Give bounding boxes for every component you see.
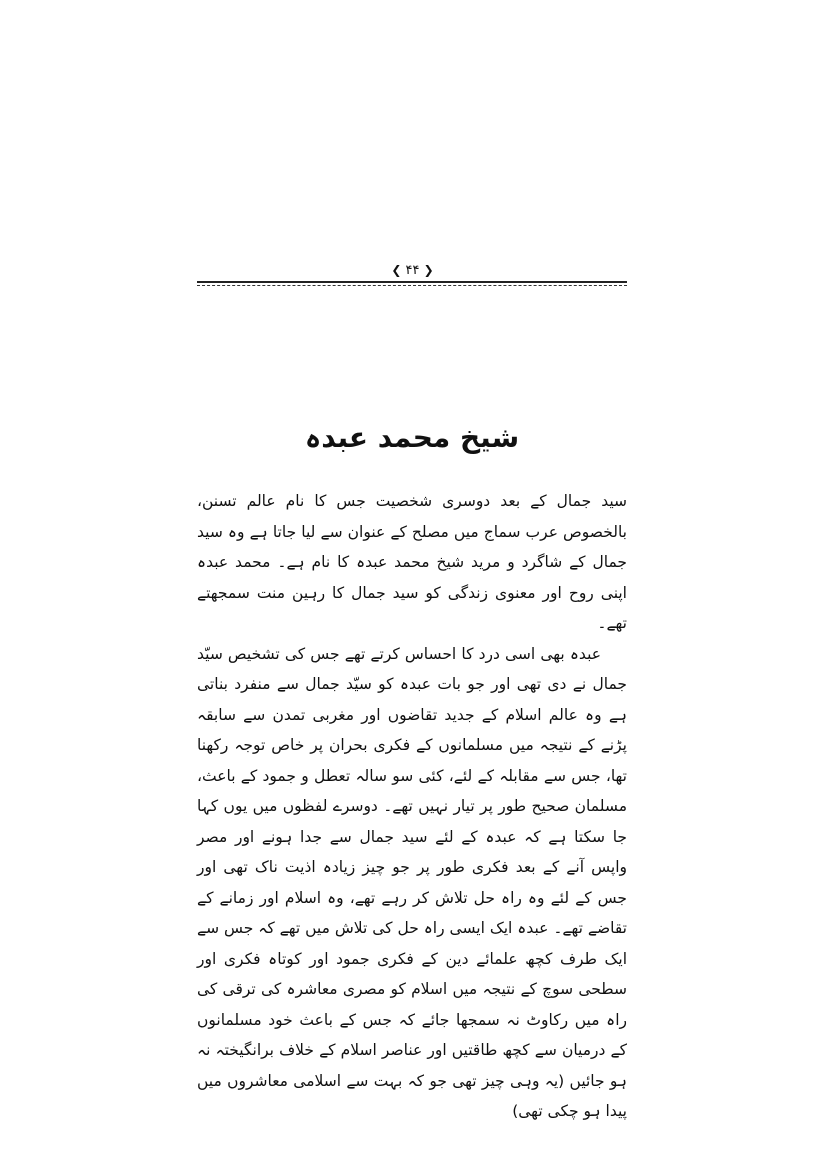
header-rule	[197, 281, 627, 283]
ornament-right-icon: ❯	[423, 263, 434, 277]
paragraph-1: سید جمال کے بعد دوسری شخصیت جس کا نام عالم تسنن، بالخصوص عرب سماج میں مصلح کے عنوان سے لیا جاتا ہے وہ سید جمال کے شاگرد و مرید شیخ محمد عبدہ کا نام ہے۔ محمد عبدہ اپنی روح اور معنوی زندگی کو سید جمال کا رہین منت سمجھتے تھے۔	[197, 492, 627, 632]
header-rule-dashed	[197, 285, 627, 286]
body-text	[197, 486, 627, 1127]
paragraph-2: عبدہ بھی اسی درد کا احساس کرتے تھے جس کی تشخیص سیّد جمال نے دی تھی اور جو بات عبدہ کو سیّد جمال سے منفرد بناتی ہے وہ عالم اسلام کے جدید تقاضوں اور مغربی تمدن سے سابقہ پڑنے کے نتیجہ میں مسلمانوں کے فکری بحران پر خاص توجہ رکھنا تھا، جس سے مقابلہ کے لئے، کئی سو سالہ تعطل و جمود کے باعث، مسلمان صحیح طور پر تیار نہیں تھے۔ دوسرے لفظوں میں یوں کہا جا سکتا ہے کہ عبدہ کے لئے سید جمال سے جدا ہونے اور مصر واپس آنے کے بعد فکری طور پر جو چیز زیادہ اذیت ناک تھی اور جس کے لئے وہ راہ حل تلاش کر رہے تھے، وہ اسلام اور زمانے کے تقاضے تھے۔ عبدہ ایک ایسی راہ حل کی تلاش میں تھے کہ جس سے ایک طرف کچھ علمائے دین کے فکری جمود اور کوتاہ فکری اور سطحی سوچ کے نتیجہ میں اسلام کو مصری معاشرہ کی ترقی کی راہ میں رکاوٹ نہ سمجھا جائے کہ جس کے باعث خود مسلمانوں کے درمیان سے کچھ طاقتیں اور عناصر اسلام کے خلاف برانگیختہ نہ ہو جائیں (یہ وہی چیز تھی جو کہ بہت سے اسلامی معاشروں میں پیدا ہو چکی تھی)	[197, 644, 627, 1120]
ornament-left-icon: ❮	[391, 263, 402, 277]
page-number	[0, 262, 825, 279]
page-number-value: ۴۴	[405, 263, 420, 278]
chapter-title: شیخ محمد عبدہ	[304, 421, 520, 454]
